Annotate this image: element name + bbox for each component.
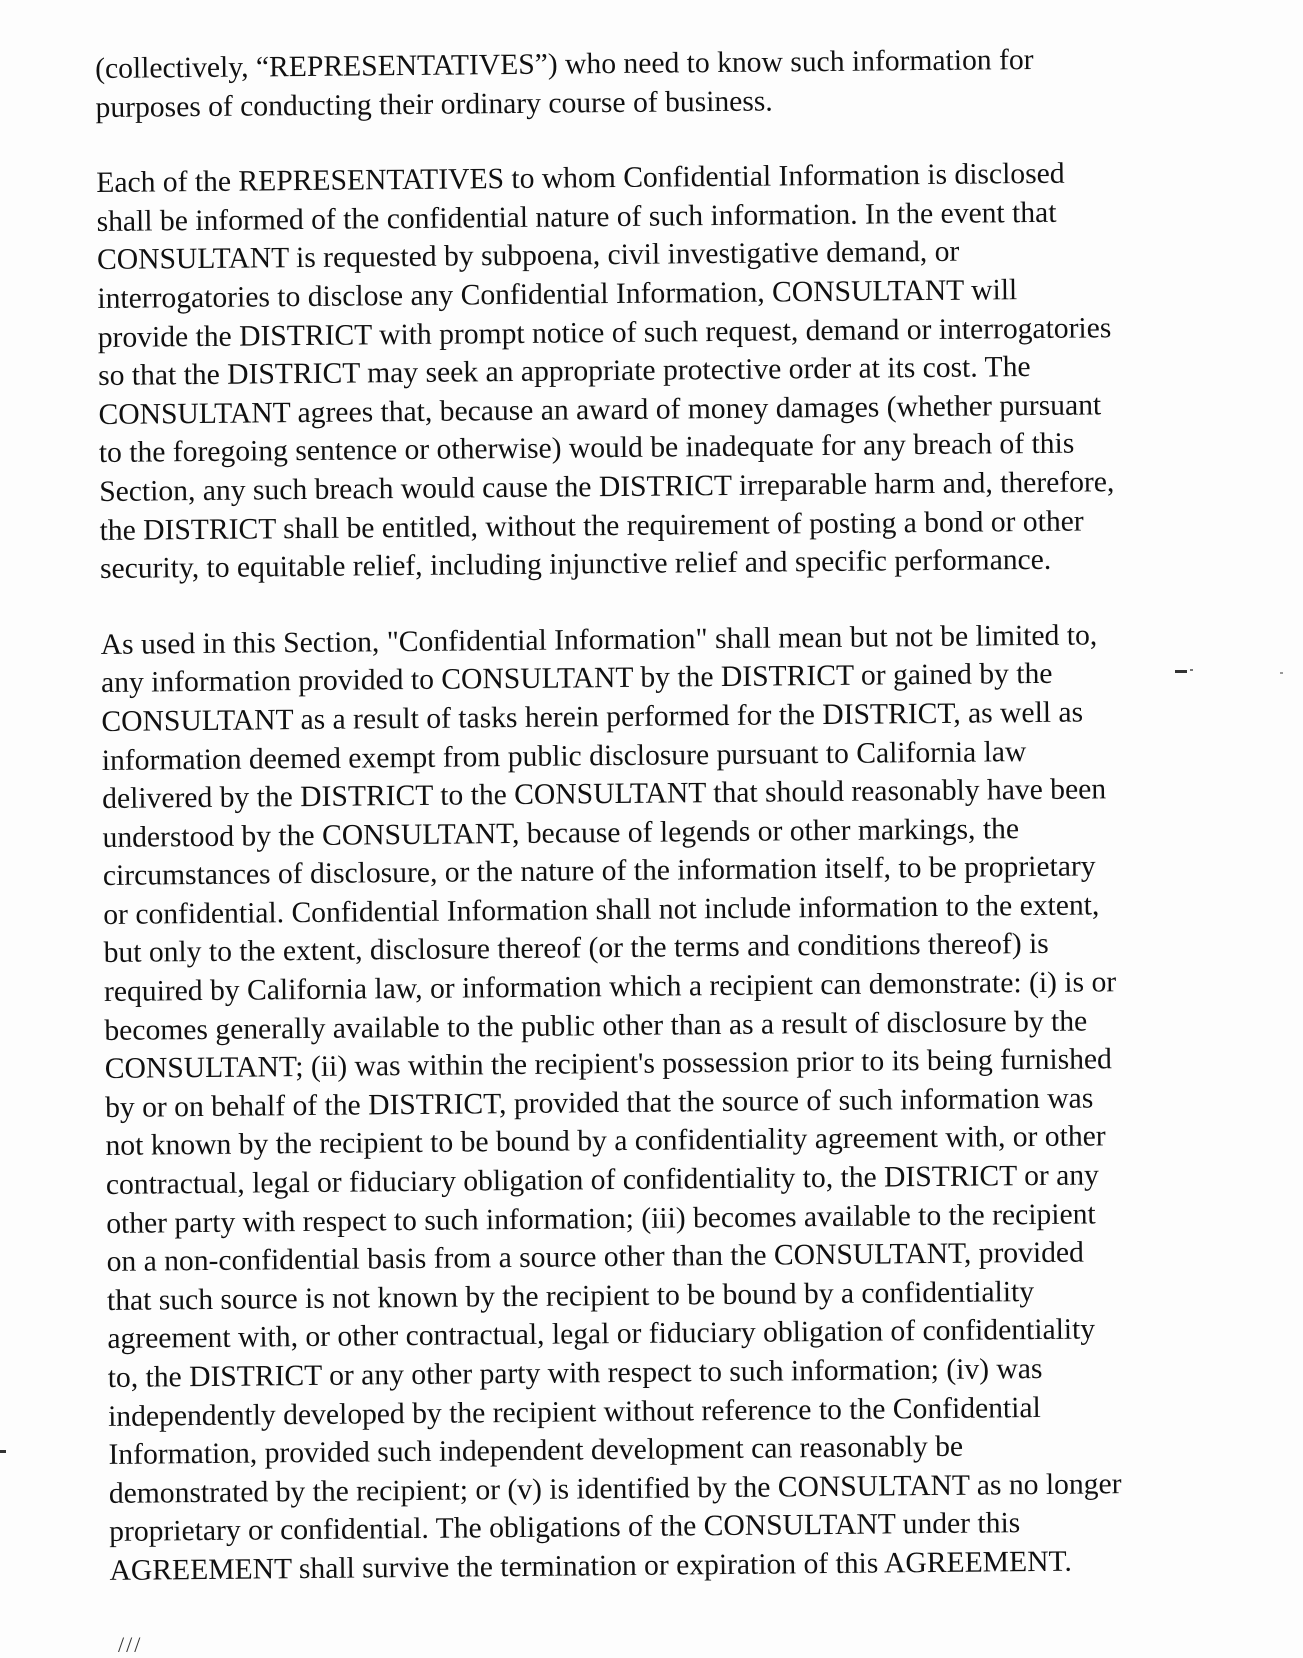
text-line: on a non-confidential basis from a source other than the CONSULTANT, provided bbox=[106, 1236, 1085, 1279]
text-line: circumstances of disclosure, or the nature of the information itself, to be proprietary bbox=[102, 850, 1096, 893]
text-line: Section, any such breach would cause the DISTRICT irreparable harm and, therefore, bbox=[99, 466, 1115, 508]
text-line: proprietary or confidential. The obligations of the CONSULTANT under this bbox=[109, 1507, 1021, 1549]
text-line: CONSULTANT agrees that, because an award of money damages (whether pursuant bbox=[98, 389, 1102, 431]
text-line: (collectively, “REPRESENTATIVES”) who need to know such information for bbox=[95, 43, 1034, 85]
scan-speck bbox=[1280, 672, 1283, 674]
text-line: independently developed by the recipient without reference to the Confidential bbox=[107, 1391, 1041, 1433]
document-body bbox=[95, 39, 1270, 1591]
text-line: demonstrated by the recipient; or (v) is identified by the CONSULTANT as no longer bbox=[108, 1467, 1122, 1510]
text-line: provide the DISTRICT with prompt notice of such request, demand or interrogatories bbox=[97, 311, 1112, 354]
text-line: or confidential. Confidential Information shall not include information to the extent, bbox=[103, 889, 1100, 931]
text-line: delivered by the DISTRICT to the CONSULTANT that should reasonably have been bbox=[102, 773, 1107, 816]
text-line: so that the DISTRICT may seek an appropriate protective order at its cost. The bbox=[97, 351, 1031, 393]
scan-speck bbox=[0, 1450, 6, 1453]
text-line: AGREEMENT shall survive the termination or expiration of this AGREEMENT. bbox=[109, 1545, 1072, 1587]
text-line: As used in this Section, "Confidential Information" shall mean but not be limited to, bbox=[100, 619, 1098, 661]
text-line: Each of the REPRESENTATIVES to whom Confidential Information is disclosed bbox=[96, 157, 1065, 200]
text-line: but only to the extent, disclosure thereof (or the terms and conditions thereof) is bbox=[103, 928, 1049, 970]
text-line: CONSULTANT is requested by subpoena, civil investigative demand, or bbox=[96, 236, 960, 277]
text-line: that such source is not known by the recipient to be bound by a confidentiality bbox=[106, 1275, 1035, 1317]
paragraph-confidential-information-definition bbox=[101, 615, 1270, 1591]
text-line: contractual, legal or fiduciary obligation of confidentiality to, the DISTRICT or any bbox=[105, 1159, 1100, 1201]
text-line: Information, provided such independent development can reasonably be bbox=[108, 1430, 964, 1472]
scan-speck bbox=[1190, 669, 1193, 671]
text-line: shall be informed of the confidential nature of such information. In the event that bbox=[96, 196, 1057, 238]
text-line: CONSULTANT as a result of tasks herein performed for the DISTRICT, as well as bbox=[101, 696, 1084, 738]
text-line: security, to equitable relief, including injunctive relief and specific performance. bbox=[99, 543, 1052, 586]
paragraph-disclosure-obligations bbox=[96, 153, 1260, 589]
text-line: understood by the CONSULTANT, because of legends or other markings, the bbox=[102, 812, 1020, 854]
text-line: not known by the recipient to be bound by a confidentiality agreement with, or other bbox=[105, 1120, 1106, 1163]
text-line: any information provided to CONSULTANT by the DISTRICT or gained by the bbox=[100, 658, 1053, 700]
text-line: the DISTRICT shall be entitled, without the requirement of posting a bond or other bbox=[99, 505, 1084, 547]
text-line: to the foregoing sentence or otherwise) would be inadequate for any breach of this bbox=[98, 427, 1075, 470]
text-line: purposes of conducting their ordinary course of business. bbox=[95, 85, 773, 124]
paragraph-representatives-continuation bbox=[95, 39, 1256, 127]
text-line: required by California law, or information which a recipient can demonstrate: (i) is or bbox=[103, 966, 1117, 1009]
text-line: CONSULTANT; (ii) was within the recipient's possession prior to its being furnished bbox=[104, 1043, 1113, 1086]
text-line: by or on behalf of the DISTRICT, provided that the source of such information was bbox=[105, 1082, 1094, 1124]
text-line: information deemed exempt from public disclosure pursuant to California law bbox=[101, 735, 1027, 777]
scan-speck bbox=[1175, 670, 1187, 673]
text-line: becomes generally available to the public other than as a result of disclosure by the bbox=[104, 1005, 1088, 1047]
text-line: to, the DISTRICT or any other party with respect to such information; (iv) was bbox=[107, 1352, 1043, 1394]
text-line: other party with respect to such information; (iii) becomes available to the recipient bbox=[106, 1198, 1096, 1240]
text-line: agreement with, or other contractual, legal or fiduciary obligation of confidentiality bbox=[107, 1313, 1096, 1356]
text-line: interrogatories to disclose any Confidential Information, CONSULTANT will bbox=[97, 274, 1018, 315]
continuation-mark: /// bbox=[118, 1632, 143, 1657]
